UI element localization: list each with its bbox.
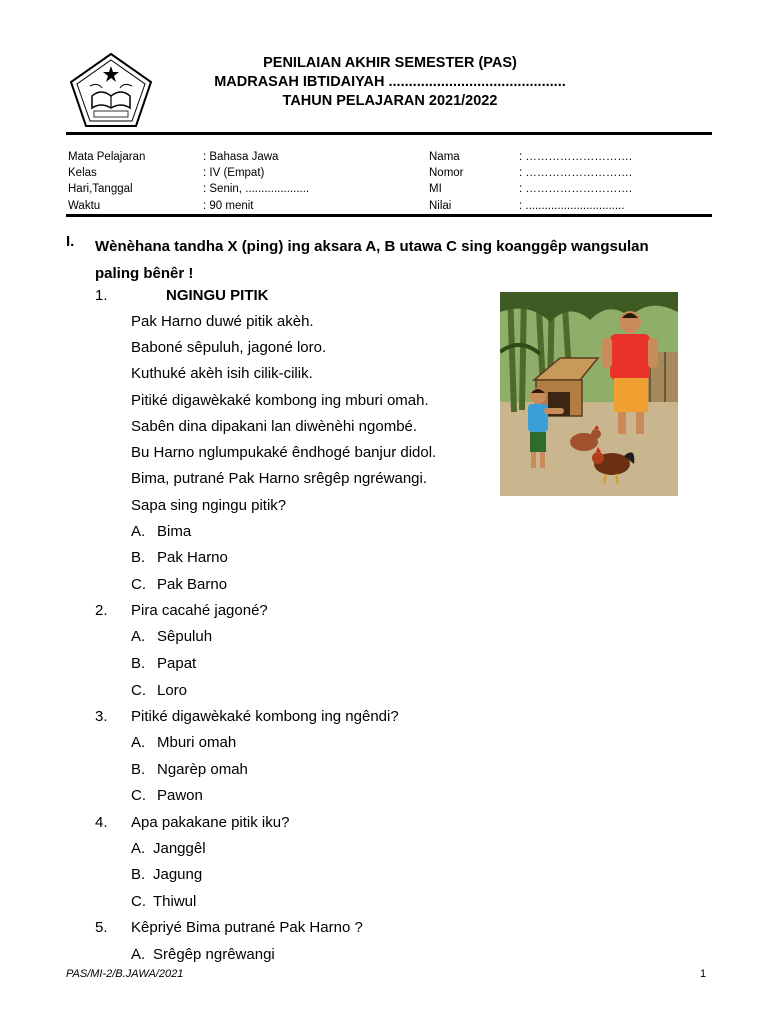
option-letter[interactable]: C. [131, 893, 146, 910]
option-text[interactable]: Pak Harno [157, 549, 228, 566]
option-letter[interactable]: A. [131, 840, 146, 857]
info-value: : Senin, .................... [203, 183, 310, 196]
option-letter[interactable]: A. [131, 946, 146, 963]
section-instruction: Wènèhana tandha X (ping) ing aksara A, B utawa C sing koanggêp wangsulan paling bênêr ! [95, 238, 649, 282]
info-divider [66, 214, 712, 217]
question-number: 2. [95, 602, 108, 619]
story-line: Sabên dina dipakani lan diwènèhi ngombé. [131, 418, 418, 435]
option-text[interactable]: Ngarèp omah [157, 761, 248, 778]
story-line: Bima, putrané Pak Harno srêgêp ngréwangi. [131, 470, 428, 487]
info-value: : ………………………. [519, 167, 633, 180]
student-info-table [68, 149, 708, 214]
option-letter[interactable]: C. [131, 682, 146, 699]
option-letter[interactable]: C. [131, 787, 146, 804]
option-text[interactable]: Pak Barno [157, 576, 228, 593]
option-letter[interactable]: B. [131, 761, 146, 778]
info-row [68, 198, 708, 214]
question-text: Sapa sing ngingu pitik? [131, 497, 287, 514]
info-row [68, 149, 708, 165]
option-text[interactable]: Janggêl [153, 840, 206, 857]
option-text[interactable]: Mburi omah [157, 734, 237, 751]
option-letter[interactable]: A. [131, 628, 146, 645]
header-divider [66, 132, 712, 135]
question-text: Kêpriyé Bima putrané Pak Harno ? [131, 919, 363, 936]
question-text: Apa pakakane pitik iku? [131, 814, 290, 831]
story-line: Kuthuké akèh isih cilik-cilik. [131, 365, 313, 382]
kemenag-logo-icon [68, 52, 154, 128]
info-value: : Bahasa Jawa [203, 151, 279, 163]
option-letter[interactable]: C. [131, 576, 146, 593]
header-year: TAHUN PELAJARAN 2021/2022 [282, 93, 498, 109]
info-label: MI [429, 183, 442, 196]
option-letter[interactable]: B. [131, 866, 146, 883]
option-letter[interactable]: B. [131, 549, 146, 566]
story-title: NGINGU PITIK [166, 287, 269, 304]
story-line: Pak Harno duwé pitik akèh. [131, 313, 314, 330]
exam-header [160, 54, 620, 111]
story-line: Baboné sêpuluh, jagoné loro. [131, 339, 327, 356]
option-letter[interactable]: B. [131, 655, 146, 672]
info-value: : IV (Empat) [203, 167, 265, 180]
info-label: Kelas [68, 167, 97, 180]
question-number: 1. [95, 287, 108, 304]
option-text[interactable]: Papat [157, 655, 197, 672]
info-value: : ............................... [519, 199, 625, 212]
info-label: Nama [429, 151, 460, 163]
info-value: : ………………………. [519, 183, 633, 196]
story-line: Pitiké digawèkaké kombong ing mburi omah. [131, 392, 429, 409]
option-text[interactable]: Jagung [153, 866, 203, 883]
info-label: Nilai [429, 199, 452, 212]
option-text[interactable]: Srêgêp ngrêwangi [153, 946, 275, 963]
story-line: Bu Harno nglumpukaké êndhogé banjur didol. [131, 444, 437, 461]
question-text: Pitiké digawèkaké kombong ing ngêndi? [131, 708, 399, 725]
option-letter[interactable]: A. [131, 734, 146, 751]
page-number: 1 [700, 968, 707, 980]
footer-code: PAS/MI-2/B.JAWA/2021 [66, 968, 184, 980]
option-text[interactable]: Bima [157, 523, 192, 540]
question-number: 3. [95, 708, 108, 725]
option-text[interactable]: Loro [157, 682, 188, 699]
info-label: Mata Pelajaran [68, 151, 146, 163]
section-number: I. [66, 233, 75, 250]
info-label: Hari,Tanggal [68, 183, 133, 196]
info-row [68, 165, 708, 181]
info-value: : 90 menit [203, 199, 254, 212]
header-school: MADRASAH IBTIDAIYAH ............................................ [214, 74, 566, 90]
info-label: Waktu [68, 199, 101, 212]
question-number: 5. [95, 919, 108, 936]
info-row [68, 181, 708, 197]
option-text[interactable]: Pawon [157, 787, 203, 804]
chicken-farm-illustration [500, 292, 678, 496]
info-label: Nomor [429, 167, 464, 180]
question-text: Pira cacahé jagoné? [131, 602, 268, 619]
option-text[interactable]: Thiwul [153, 893, 197, 910]
header-title: PENILAIAN AKHIR SEMESTER (PAS) [263, 55, 517, 71]
info-value: : ………………………. [519, 151, 633, 163]
question-number: 4. [95, 814, 108, 831]
option-text[interactable]: Sêpuluh [157, 628, 213, 645]
option-letter[interactable]: A. [131, 523, 146, 540]
